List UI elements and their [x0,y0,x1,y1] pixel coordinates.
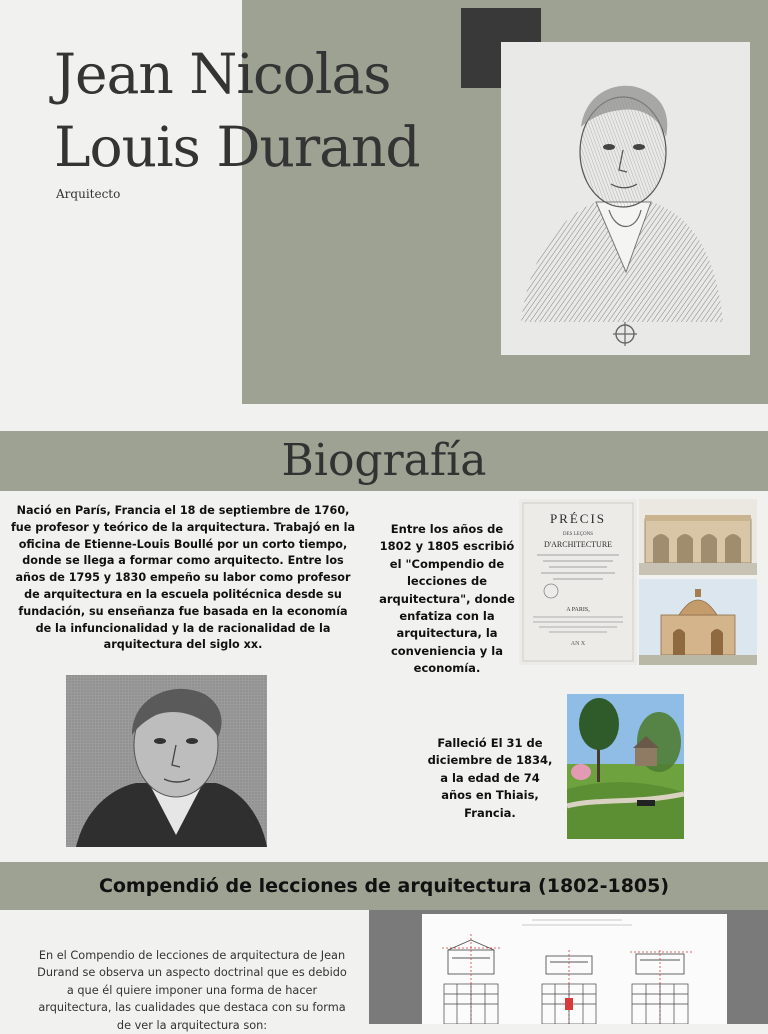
subtitle: Arquitecto [56,187,121,201]
biography-paragraph-2: Entre los años de 1802 y 1805 escribió el "Compendio de lecciones de arquitectura", donde enfatiza con la arquitectura, la conveniencia y la economía. [379,522,515,676]
arch-elevation-image [639,499,757,575]
arch-perspective-image [639,579,757,665]
book-title-line-4: A PARIS, [566,607,590,613]
cemetery-park-photo [567,694,684,839]
biography-paragraph-1: Nació en París, Francia el 18 de septiembre de 1760, fue profesor y teórico de la arquitectura. Trabajó en la oficina de Etienne-Louis Boullé por un corto tiempo, donde se llega a formar como arquitecto. Entre los años de 1795 y 1830 empeño su labor como profesor de arquitectura en la escuela politécnica desde su fundación, su enseñanza fue basada en la economía de la infuncionalidad y la de racionalidad de la arquitectura del siglo xx. [10,504,356,652]
architectural-plans-image [422,914,727,1024]
book-cover-image [519,499,637,665]
book-title-line-5: AN X [570,641,586,647]
engraved-portrait-image [501,42,750,355]
page-title [54,38,474,184]
compendium-heading: Compendió de lecciones de arquitectura (1802-1805) [98,875,670,897]
biography-paragraph-3: Falleció El 31 de diciembre de 1834, a la edad de 74 años en Thiais, Francia. [427,736,553,820]
book-title-line-2: DES LEÇONS [562,532,594,537]
book-title-line-1: PRÉCIS [549,511,607,526]
biography-heading: Biografía [281,435,487,486]
title-line-1: Jean Nicolas [54,42,391,106]
title-line-2: Louis Durand [54,115,420,179]
compendium-paragraph: En el Compendio de lecciones de arquitectura de Jean Durand se observa un aspecto doctrinal que es debido a que él quiere imponer una forma de hacer arquitectura, las cualidades que destaca con su forma de ver la arquitectura son: [37,949,347,1032]
book-title-line-3: D'ARCHITECTURE [543,540,613,549]
durand-portrait-photo [66,675,267,847]
